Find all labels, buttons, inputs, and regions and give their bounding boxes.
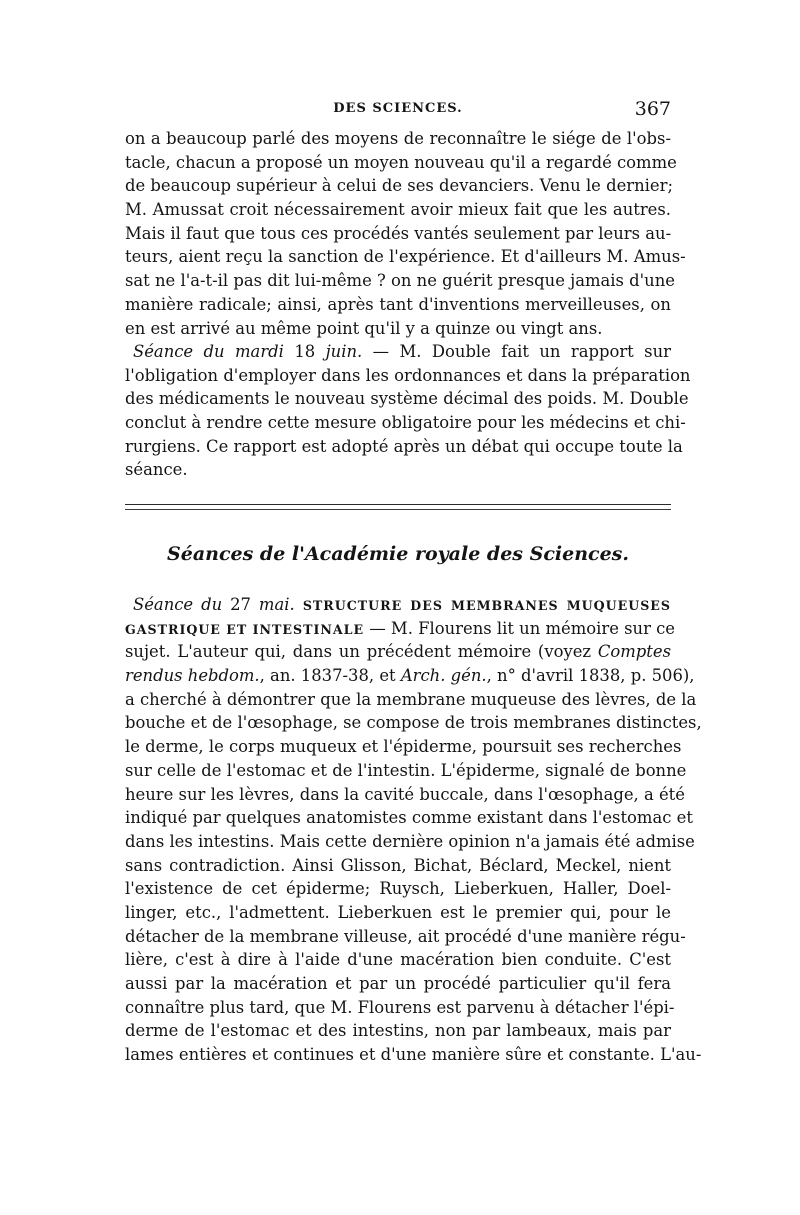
- section-heading: Séances de l'Académie royale des Sciences.: [167, 543, 629, 565]
- text-line: séance.: [125, 460, 188, 480]
- text-line: conclut à rendre cette mesure obligatoire pour les médecins et chi-: [125, 413, 686, 433]
- text-line: dans les intestins. Mais cette dernière opinion n'a jamais été admise: [125, 831, 695, 851]
- citation-title: Comptes: [597, 642, 671, 662]
- text-line: détacher de la membrane villeuse, ait procédé d'une manière régu-: [125, 926, 686, 946]
- text-line: sur celle de l'estomac et de l'intestin. L'épiderme, signalé de bonne: [125, 760, 687, 780]
- session-label: Séance du mardi: [133, 342, 284, 361]
- text-span: — M. Double fait un rapport sur: [362, 342, 671, 361]
- text-line: M. Amussat croit nécessairement avoir mieux fait que les autres.: [125, 200, 671, 220]
- paragraph-seance-27-mai: [125, 593, 702, 1067]
- text-line: connaître plus tard, que M. Flourens est parvenu à détacher l'épi-: [125, 997, 675, 1017]
- citation-title: rendus hebdom.: [125, 666, 260, 686]
- text-line: sans contradiction. Ainsi Glisson, Bichat, Béclard, Meckel, nient: [125, 855, 671, 875]
- text-line: rurgiens. Ce rapport est adopté après un débat qui occupe toute la: [125, 436, 683, 456]
- text-span: sujet. L'auteur qui, dans un précédent mémoire (voyez: [125, 642, 598, 662]
- text-line: [125, 340, 671, 364]
- text-line: l'existence de cet épiderme; Ruysch, Lieberkuen, Haller, Doel-: [125, 879, 671, 899]
- text-span: , an. 1837-38, et: [259, 666, 401, 686]
- text-line: teurs, aient reçu la sanction de l'expérience. Et d'ailleurs M. Amus-: [125, 247, 686, 267]
- session-date: 18: [283, 342, 326, 361]
- subject-caps: GASTRIQUE ET INTESTINALE: [125, 621, 365, 637]
- text-line: [125, 593, 671, 617]
- paragraph-amussat: [125, 127, 686, 340]
- text-line: le derme, le corps muqueux et l'épiderme, poursuit ses recherches: [125, 737, 682, 757]
- text-line: l'obligation d'employer dans les ordonnances et dans la préparation: [125, 365, 691, 385]
- text-line: de beaucoup supérieur à celui de ses devanciers. Venu le dernier;: [125, 176, 673, 196]
- text-line: indiqué par quelques anatomistes comme existant dans l'estomac et: [125, 808, 693, 828]
- text-line: [125, 640, 671, 664]
- session-month: juin.: [325, 342, 363, 361]
- text-span: , n° d'avril 1838, p. 506),: [486, 666, 695, 686]
- section-divider-thick: [125, 504, 671, 505]
- text-line: des médicaments le nouveau système décimal des poids. M. Double: [125, 389, 689, 409]
- session-label: Séance du: [133, 595, 223, 614]
- section-divider-thin: [125, 509, 671, 510]
- running-title: DES SCIENCES.: [333, 101, 463, 116]
- subject-caps: STRUCTURE DES MEMBRANES MUQUEUSES: [294, 598, 671, 613]
- paragraph-seance-18-juin: [125, 340, 691, 482]
- session-month: mai.: [258, 595, 295, 614]
- session-date: 27: [222, 595, 259, 614]
- text-line: heure sur les lèvres, dans la cavité buccale, dans l'œsophage, a été: [125, 784, 685, 804]
- text-line: on a beaucoup parlé des moyens de reconnaître le siége de l'obs-: [125, 129, 671, 148]
- text-line: sat ne l'a-t-il pas dit lui-même ? on ne guérit presque jamais d'une: [125, 271, 675, 291]
- text-line: aussi par la macération et par un procédé particulier qu'il fera: [125, 974, 671, 993]
- text-line: [125, 664, 695, 688]
- running-head: [125, 98, 671, 125]
- text-line: bouche et de l'œsophage, se compose de trois membranes distinctes,: [125, 713, 702, 733]
- text-line: [125, 617, 676, 641]
- citation-title: Arch. gén.: [400, 666, 487, 686]
- text-line: manière radicale; ainsi, après tant d'inventions merveilleuses, on: [125, 294, 671, 314]
- text-line: lière, c'est à dire à l'aide d'une macération bien conduite. C'est: [125, 950, 671, 970]
- text-line: tacle, chacun a proposé un moyen nouveau qu'il a regardé comme: [125, 152, 677, 172]
- text-line: linger, etc., l'admettent. Lieberkuen est le premier qui, pour le: [125, 902, 671, 922]
- page-number: 367: [634, 98, 671, 120]
- text-line: derme de l'estomac et des intestins, non par lambeaux, mais par: [125, 1021, 671, 1041]
- text-line: Mais il faut que tous ces procédés vantés seulement par leurs au-: [125, 223, 672, 243]
- text-span: — M. Flourens lit un mémoire sur ce: [364, 618, 676, 638]
- text-line: en est arrivé au même point qu'il y a quinze ou vingt ans.: [125, 318, 603, 338]
- text-line: a cherché à démontrer que la membrane muqueuse des lèvres, de la: [125, 689, 697, 709]
- text-line: lames entières et continues et d'une manière sûre et constante. L'au-: [125, 1045, 702, 1065]
